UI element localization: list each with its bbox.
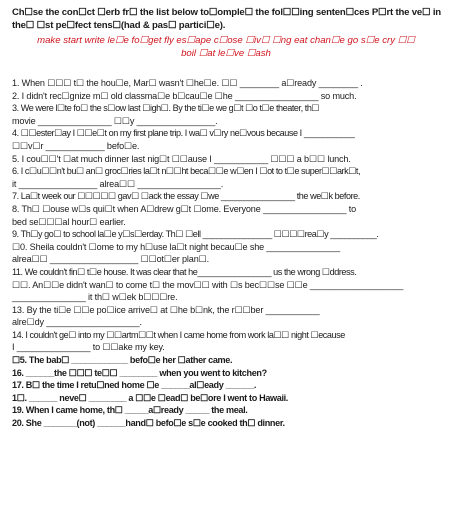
- question-line: 2. I didn't rec☐gnize m☐ old classma☐e b☐cau☐e ☐he _________________ so much.: [12, 90, 357, 101]
- question-line: ☐0. Sheila couldn't ☐ome to my h☐use la☐t night becau☐e she _______________: [12, 241, 341, 252]
- question-line: 9. Th☐y go☐ to school la☐e y☐s☐erday. Th☐ ☐ell _______________ ☐☐☐☐rea☐y __________.: [12, 229, 379, 240]
- question-list: [12, 77, 448, 430]
- question-line: 14. I couldn't ge☐ into my ☐☐artm☐☐t when I came home from work la☐☐ night ☐ecause: [12, 329, 345, 340]
- question-line: 13. By the ti☐e ☐☐e po☐ice arrive☐ at ☐he b☐nk, the r☐☐ber ___________: [12, 304, 320, 315]
- word-list: make start write le☐e fo☐get fly es☐ape c☐ose ☐iv☐ ☐ng eat chan☐e go s☐e cry ☐☐ boil ☐at le☐ve ☐ash: [37, 35, 415, 59]
- question-line: alrea☐☐ __________________ ☐☐ot☐er plan☐.: [12, 254, 209, 265]
- question-line: 5. I cou☐☐'t ☐at much dinner last nig☐t ☐☐ause I ___________ ☐☐☐ a b☐☐ lunch.: [12, 153, 351, 164]
- question-line: 3. We were l☐te fo☐ the s☐ow last ☐igh☐. By the ti☐e we g☐t ☐o t☐e theater, th☐: [12, 103, 320, 114]
- question-line: _______________ it th☐ w☐ek b☐☐☐re.: [12, 292, 178, 303]
- question-line: 16. ______the ☐☐☐ te☐☐ ________ when you went to kitchen?: [12, 367, 267, 378]
- question-line: 1☐. ______ neve☐ ________ a ☐☐e ☐ead☐ be☐ore I went to Hawaii.: [12, 392, 288, 403]
- question-line: 8. Th☐ ☐ouse w☐s qui☐t when A☐drew g☐t ☐ome. Everyone _________________ to: [12, 203, 357, 214]
- instructions: Ch☐se the con☐ct ☐erb fr☐ the list below to☐omple☐ the fol☐☐ing senten☐ces P☐rt the ve☐ in the☐ ☐st pe☐fect tens☐(had & pas☐ partici☐e).: [12, 7, 441, 31]
- question-line: movie _______________ ☐☐y ________________.: [12, 115, 218, 126]
- question-line: ☐☐. An☐☐e didn't wan☐ to come t☐ the mov☐☐ with ☐s bec☐☐se ☐☐e ___________________: [12, 279, 404, 290]
- question-line: 6. I c☐u☐☐n't bu☐ an☐ groc☐ries la☐t n☐☐ht beca☐☐e w☐en I ☐ot to t☐e super☐☐ark☐t,: [12, 166, 361, 177]
- question-line: 7. La☐t week our ☐☐☐☐☐ gav☐ ☐ack the essay ☐we ________________ the we☐k before.: [12, 191, 360, 202]
- question-line: 1. When ☐☐☐ t☐ the hou☐e, Mar☐ wasn't ☐he☐e. ☐☐ ________ a☐ready ________ .: [12, 78, 363, 88]
- question-line: 20. She _______(not) ______hand☐ befo☐e s☐e cooked th☐ dinner.: [12, 418, 285, 429]
- question-line: 19. When I came home, th☐ _____a☐ready _____ the meal.: [12, 405, 248, 416]
- question-line: alre☐dy ___________________.: [12, 317, 142, 328]
- question-line: it ________________ alrea☐☐ _________________.: [12, 178, 224, 189]
- question-line: ☐☐v☐r ____________ befo☐e.: [12, 140, 140, 151]
- question-line: 4. ☐☐ester☐ay I ☐☐e☐t on my first plane trip. I wa☐ v☐ry ne☐vous because I ___________: [12, 128, 355, 139]
- question-line: bed se☐☐☐al hour☐ earlier.: [12, 216, 126, 227]
- question-line: 11. We couldn't fin☐ t☐e house. It was clear that he________________ us the wrong ☐ddress.: [12, 266, 357, 277]
- question-line: ☐5. The bab☐ ____________ befo☐e her ☐ather came.: [12, 355, 233, 366]
- question-line: I _______________ to ☐☐ake my key.: [12, 342, 165, 353]
- question-line: 17. B☐ the time I retu☐ned home ☐e ______al☐eady ______.: [12, 380, 257, 391]
